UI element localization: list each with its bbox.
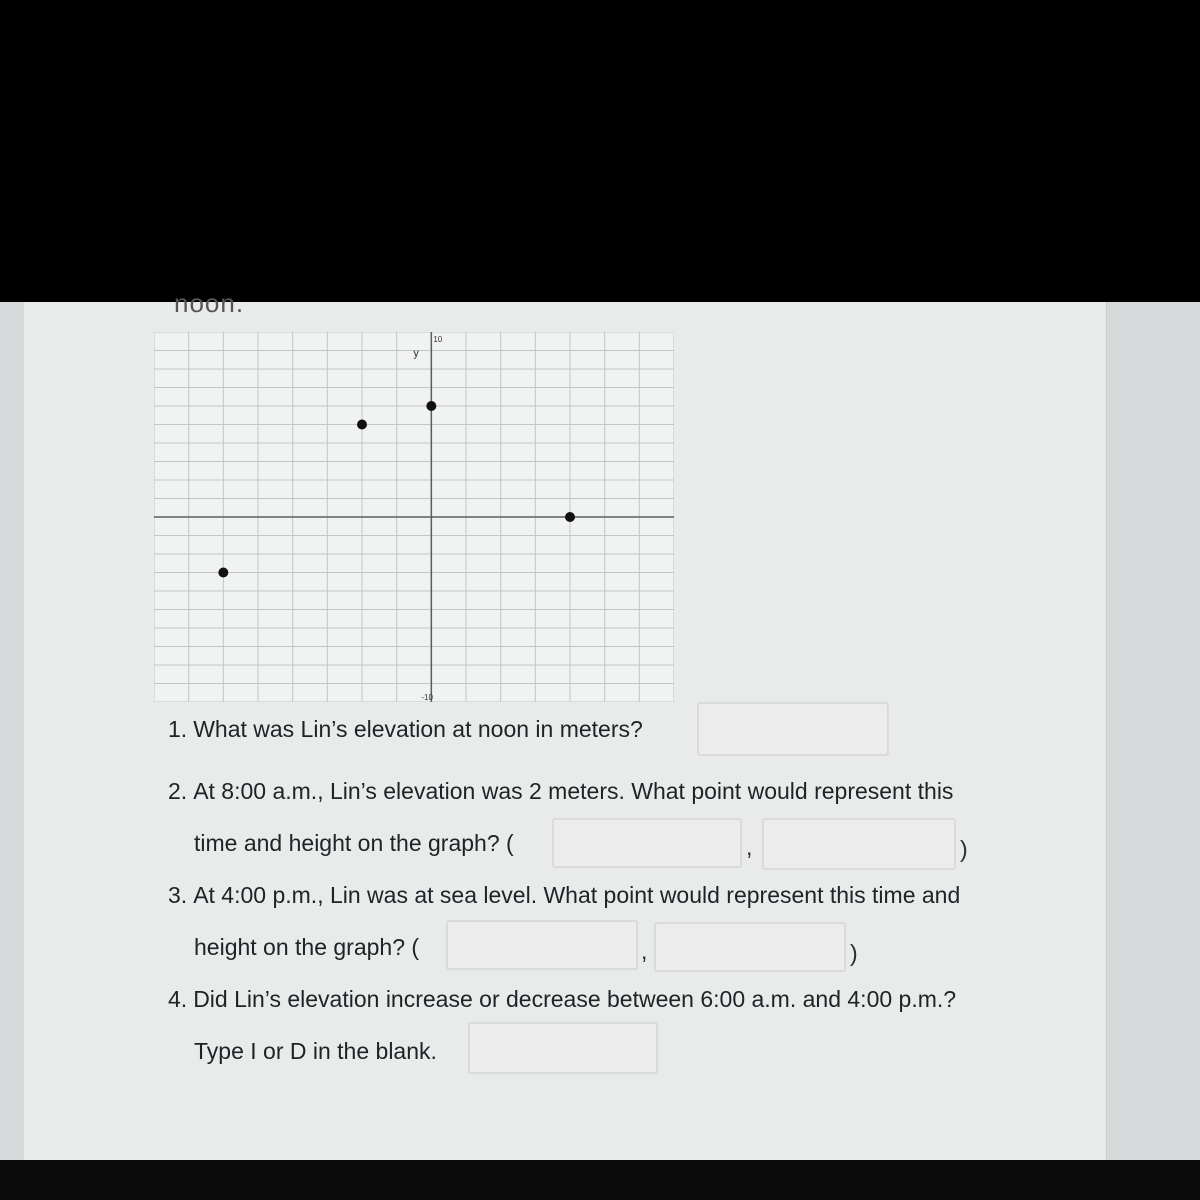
question-2-text: At 8:00 a.m., Lin’s elevation was 2 meters. What point would represent this [193,778,954,804]
question-2-line-1 [168,778,953,805]
question-3-text: At 4:00 p.m., Lin was at sea level. What point would represent this time and [193,882,961,908]
cut-off-heading: noon. [174,288,245,318]
coordinate-grid-chart [154,332,674,702]
q4-answer-input[interactable] [468,1022,658,1074]
data-point [426,401,436,411]
q2-close-paren: ) [960,836,968,862]
q2-x-input[interactable] [552,818,742,868]
screen [0,288,1200,1160]
question-1 [168,716,643,743]
question-3-line-2: height on the graph? ( [194,934,420,960]
q3-comma: , [641,938,648,964]
question-4-number: 4. [168,986,188,1012]
question-3-number: 3. [168,882,188,908]
worksheet-page [24,288,1107,1164]
question-3-line-1 [168,882,960,909]
q2-comma: , [746,834,753,860]
question-4-text: Did Lin’s elevation increase or decrease between 6:00 a.m. and 4:00 p.m.? [193,986,957,1012]
y-tick-label-bottom: -10 [421,693,433,702]
q1-elevation-input[interactable] [697,702,889,756]
bottom-bezel [0,1160,1200,1200]
y-axis-label: y [413,347,419,360]
question-1-text: What was Lin’s elevation at noon in meters? [193,716,643,742]
q3-close-paren: ) [850,940,858,966]
data-point [218,568,228,578]
question-2-number: 2. [168,778,188,804]
question-4-line-1 [168,986,956,1013]
q3-x-input[interactable] [446,920,638,970]
data-point [357,420,367,430]
y-tick-label-top: 10 [433,335,443,344]
data-point [565,512,575,522]
question-2-line-2: time and height on the graph? ( [194,830,514,856]
q3-y-input[interactable] [654,922,846,972]
question-4-line-2: Type I or D in the blank. [194,1038,437,1064]
question-1-number: 1. [168,716,188,742]
q2-y-input[interactable] [762,818,956,870]
